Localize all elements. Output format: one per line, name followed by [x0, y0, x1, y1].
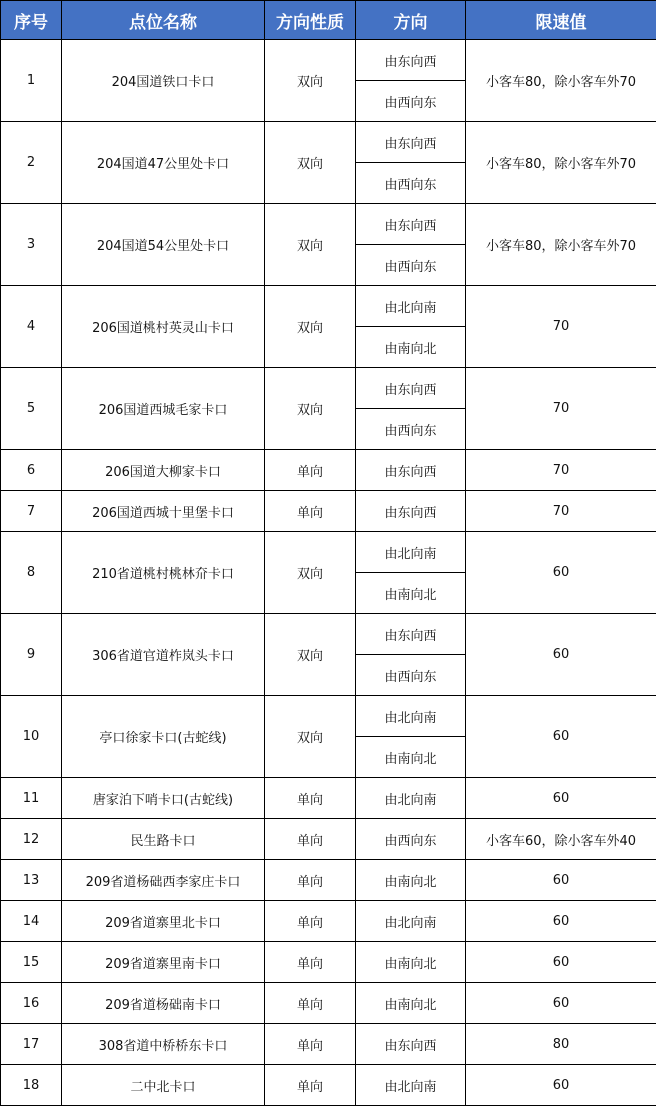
direction: 由北向南: [356, 1065, 466, 1106]
direction: 由西向东: [356, 163, 466, 204]
table-row: [1, 983, 656, 1024]
location-name: 204国道54公里处卡口: [62, 204, 265, 286]
direction: 由东向西: [356, 204, 466, 245]
row-number: 6: [1, 450, 62, 491]
speed-limit: 小客车80，除小客车外70: [466, 122, 656, 204]
direction: 由南向北: [356, 983, 466, 1024]
speed-limit: 60: [466, 942, 656, 983]
row-number: 16: [1, 983, 62, 1024]
table-row: [1, 368, 656, 409]
direction: 由东向西: [356, 40, 466, 81]
direction-type: 单向: [265, 860, 356, 901]
speed-limit: 60: [466, 901, 656, 942]
location-name: 210省道桃村桃林夼卡口: [62, 532, 265, 614]
location-name: 亭口徐家卡口(古蛇线): [62, 696, 265, 778]
direction-type: 单向: [265, 778, 356, 819]
table-row: [1, 942, 656, 983]
direction: 由西向东: [356, 245, 466, 286]
header-location: 点位名称: [62, 1, 265, 40]
location-name: 206国道西城十里堡卡口: [62, 491, 265, 532]
direction: 由南向北: [356, 737, 466, 778]
direction: 由南向北: [356, 327, 466, 368]
header-direction-type: 方向性质: [265, 1, 356, 40]
row-number: 18: [1, 1065, 62, 1106]
location-name: 206国道桃村英灵山卡口: [62, 286, 265, 368]
direction: 由北向南: [356, 778, 466, 819]
row-number: 2: [1, 122, 62, 204]
direction-type: 双向: [265, 368, 356, 450]
speed-limit: 60: [466, 860, 656, 901]
row-number: 11: [1, 778, 62, 819]
speed-limit: 60: [466, 532, 656, 614]
location-name: 206国道大柳家卡口: [62, 450, 265, 491]
table-row: [1, 901, 656, 942]
row-number: 5: [1, 368, 62, 450]
table-row: [1, 778, 656, 819]
speed-limit: 小客车60，除小客车外40: [466, 819, 656, 860]
direction: 由北向南: [356, 696, 466, 737]
header-speed-limit: 限速值: [466, 1, 656, 40]
direction-type: 双向: [265, 696, 356, 778]
table-row: [1, 532, 656, 573]
table-row: [1, 40, 656, 81]
direction-type: 单向: [265, 983, 356, 1024]
speed-limit: 80: [466, 1024, 656, 1065]
table-header: [1, 1, 656, 40]
location-name: 209省道寨里北卡口: [62, 901, 265, 942]
table-row: [1, 286, 656, 327]
location-name: 204国道铁口卡口: [62, 40, 265, 122]
speed-limit: 60: [466, 983, 656, 1024]
direction-type: 双向: [265, 204, 356, 286]
row-number: 7: [1, 491, 62, 532]
direction: 由东向西: [356, 368, 466, 409]
location-name: 308省道中桥桥东卡口: [62, 1024, 265, 1065]
location-name: 唐家泊下哨卡口(古蛇线): [62, 778, 265, 819]
table-row: [1, 1065, 656, 1106]
row-number: 15: [1, 942, 62, 983]
speed-limit: 70: [466, 368, 656, 450]
row-number: 9: [1, 614, 62, 696]
header-no: 序号: [1, 1, 62, 40]
direction: 由南向北: [356, 942, 466, 983]
direction: 由西向东: [356, 819, 466, 860]
direction: 由东向西: [356, 491, 466, 532]
direction: 由南向北: [356, 860, 466, 901]
speed-limit: 70: [466, 450, 656, 491]
table-row: [1, 450, 656, 491]
table-row: [1, 491, 656, 532]
row-number: 1: [1, 40, 62, 122]
direction-type: 双向: [265, 614, 356, 696]
direction-type: 单向: [265, 942, 356, 983]
direction-type: 双向: [265, 286, 356, 368]
direction-type: 双向: [265, 532, 356, 614]
direction: 由西向东: [356, 655, 466, 696]
header-row: [1, 1, 656, 40]
table-row: [1, 614, 656, 655]
direction: 由西向东: [356, 81, 466, 122]
location-name: 民生路卡口: [62, 819, 265, 860]
speed-limit: 60: [466, 614, 656, 696]
direction-type: 单向: [265, 1065, 356, 1106]
table-row: [1, 122, 656, 163]
row-number: 8: [1, 532, 62, 614]
table-row: [1, 204, 656, 245]
direction-type: 单向: [265, 450, 356, 491]
direction: 由东向西: [356, 122, 466, 163]
row-number: 3: [1, 204, 62, 286]
speed-limit: 60: [466, 778, 656, 819]
table-row: [1, 860, 656, 901]
location-name: 206国道西城毛家卡口: [62, 368, 265, 450]
direction-type: 单向: [265, 491, 356, 532]
table-row: [1, 819, 656, 860]
row-number: 12: [1, 819, 62, 860]
header-direction: 方向: [356, 1, 466, 40]
direction: 由北向南: [356, 286, 466, 327]
location-name: 204国道47公里处卡口: [62, 122, 265, 204]
row-number: 13: [1, 860, 62, 901]
direction: 由南向北: [356, 573, 466, 614]
row-number: 14: [1, 901, 62, 942]
direction-type: 双向: [265, 40, 356, 122]
speed-limit: 60: [466, 696, 656, 778]
speed-limit: 70: [466, 491, 656, 532]
location-name: 209省道杨础西李家庄卡口: [62, 860, 265, 901]
row-number: 17: [1, 1024, 62, 1065]
location-name: 二中北卡口: [62, 1065, 265, 1106]
row-number: 4: [1, 286, 62, 368]
direction: 由北向南: [356, 901, 466, 942]
table-body: [1, 40, 656, 1106]
direction: 由西向东: [356, 409, 466, 450]
table-row: [1, 696, 656, 737]
direction: 由北向南: [356, 532, 466, 573]
location-name: 209省道寨里南卡口: [62, 942, 265, 983]
direction: 由东向西: [356, 614, 466, 655]
direction: 由东向西: [356, 450, 466, 491]
speed-limit: 小客车80，除小客车外70: [466, 40, 656, 122]
table-row: [1, 1024, 656, 1065]
speed-limit: 70: [466, 286, 656, 368]
direction-type: 双向: [265, 122, 356, 204]
direction-type: 单向: [265, 901, 356, 942]
direction-type: 单向: [265, 819, 356, 860]
speed-limit: 60: [466, 1065, 656, 1106]
direction: 由东向西: [356, 1024, 466, 1065]
direction-type: 单向: [265, 1024, 356, 1065]
row-number: 10: [1, 696, 62, 778]
location-name: 306省道官道柞岚头卡口: [62, 614, 265, 696]
speed-limit: 小客车80，除小客车外70: [466, 204, 656, 286]
location-name: 209省道杨础南卡口: [62, 983, 265, 1024]
